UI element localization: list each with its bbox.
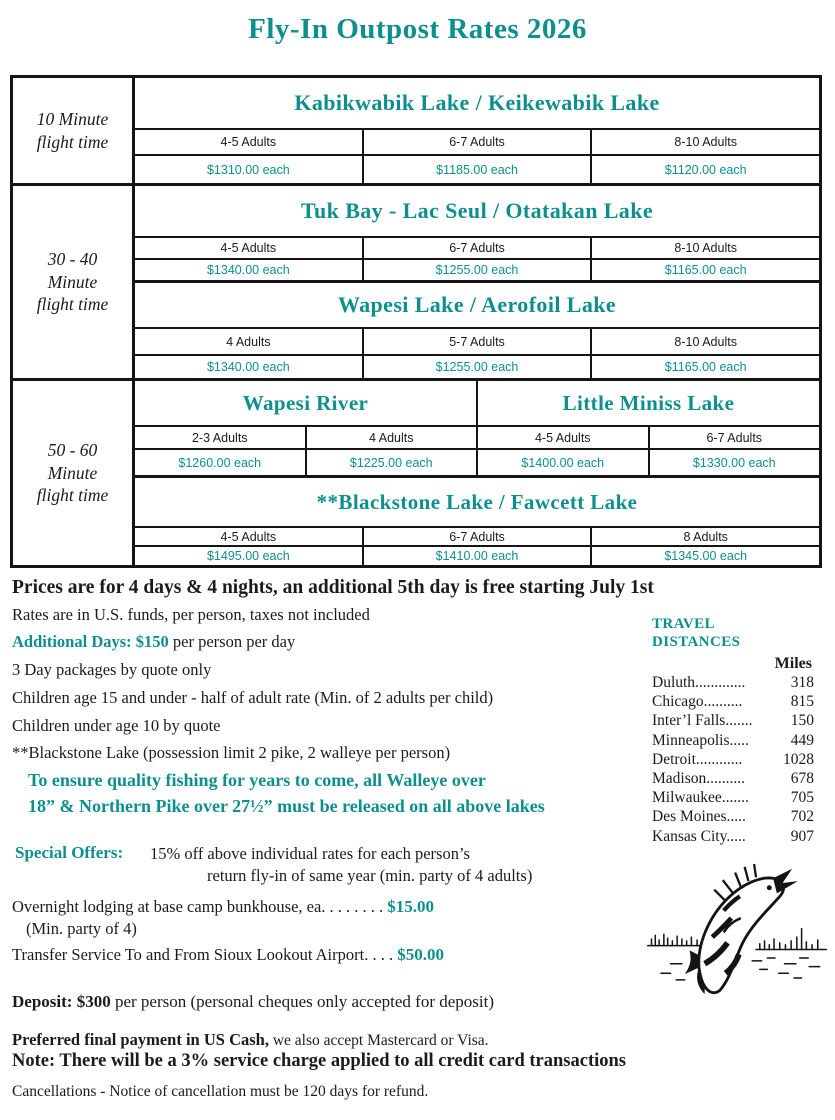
city-name: Chicago..........	[652, 693, 743, 711]
additional-days-rest: per person per day	[168, 632, 296, 651]
note-3day-packages: 3 Day packages by quote only	[12, 660, 212, 679]
miles-value: 678	[790, 770, 814, 788]
party-header-cell: 4-5 Adults	[220, 529, 277, 544]
lake-title: **Blackstone Lake / Fawcett Lake	[316, 489, 638, 514]
rate-cell: $1345.00 each	[590, 547, 819, 565]
page-title: Fly-In Outpost Rates 2026	[248, 13, 587, 45]
rate-cell: $1255.00 each	[362, 356, 591, 378]
city-name: Minneapolis.....	[652, 731, 749, 749]
special-offers-label: Special Offers:	[15, 843, 124, 862]
miles-value: 449	[790, 731, 814, 749]
lake-title: Wapesi Lake / Aerofoil Lake	[337, 292, 617, 317]
miles-value: 150	[790, 712, 814, 730]
rate-cell: $1255.00 each	[362, 260, 591, 280]
rate-row	[478, 448, 819, 475]
rate-row	[135, 545, 819, 565]
subtable-kabikwabik	[135, 78, 819, 183]
party-header-cell: 8-10 Adults	[590, 329, 819, 354]
city-name: Detroit............	[652, 750, 743, 768]
travel-title-line: TRAVEL	[652, 616, 715, 632]
party-header-cell: 4 Adults	[226, 334, 271, 349]
miles-value: 702	[790, 808, 814, 826]
party-header-cell: 8 Adults	[590, 528, 819, 545]
note-children-15: Children age 15 and under - half of adult rate (Min. of 2 adults per child)	[12, 688, 494, 707]
subtable-little-miniss	[476, 381, 819, 475]
rate-cell: $1185.00 each	[362, 156, 591, 183]
party-header-cell: 4-5 Adults	[534, 430, 591, 445]
city-name: Duluth.............	[652, 674, 746, 691]
distance-row	[652, 692, 814, 711]
rate-row	[135, 154, 819, 183]
flight-time-line: 30 - 40	[47, 249, 98, 270]
lake-title: Kabikwabik Lake / Keikewabik Lake	[294, 90, 660, 115]
special-offers-line: 15% off above individual rates for each person’s	[150, 844, 470, 863]
rate-cell: $1340.00 each	[206, 360, 290, 374]
lake-title: Tuk Bay - Lac Seul / Otatakan Lake	[300, 198, 654, 223]
subtable-tuk-bay	[135, 186, 819, 280]
cancellation-note: Cancellations - Notice of cancellation must be 120 days for refund.	[12, 1083, 429, 1100]
travel-title-line: DISTANCES	[652, 634, 741, 650]
subtable-wapesi-lake	[135, 280, 819, 378]
distance-row	[652, 827, 814, 846]
city-name: Des Moines.....	[652, 808, 746, 826]
conservation-line: 18” & Northern Pike over 27½” must be released on all above lakes	[28, 796, 545, 816]
distance-row	[652, 673, 814, 692]
rate-cell: $1330.00 each	[648, 450, 820, 475]
miles-value: 705	[790, 789, 814, 807]
rate-cell: $1400.00 each	[521, 455, 605, 470]
transfer-text: Transfer Service To and From Sioux Lookout Airport. . . .	[12, 945, 398, 964]
lake-title: Little Miniss Lake	[562, 390, 735, 415]
transfer-line	[12, 945, 444, 965]
rate-row	[135, 448, 476, 475]
distance-row	[652, 711, 814, 730]
miles-value: 815	[790, 693, 814, 711]
party-header-cell: 4 Adults	[305, 427, 477, 448]
payment-bold: Preferred final payment in US Cash,	[12, 1030, 269, 1049]
miles-value: 1028	[783, 750, 814, 768]
transfer-price: $50.00	[397, 945, 444, 964]
miles-value: 907	[790, 827, 814, 845]
flight-time-line: flight time	[36, 131, 109, 152]
party-header-cell: 6-7 Adults	[362, 130, 591, 154]
party-header-cell: 4-5 Adults	[220, 135, 277, 149]
special-offers-line: return fly-in of same year (min. party of 4 adults)	[207, 866, 533, 885]
city-name: Madison..........	[652, 770, 745, 788]
flight-time-label	[13, 78, 135, 183]
note-children-10: Children under age 10 by quote	[12, 716, 221, 735]
party-header-cell: 6-7 Adults	[648, 427, 820, 448]
deposit-label: Deposit: $300	[12, 992, 111, 1011]
deposit-rest: per person (personal cheques only accepted for deposit)	[110, 992, 494, 1011]
lodging-min-party: (Min. party of 4)	[26, 919, 137, 938]
distance-row	[652, 788, 814, 807]
party-header-cell: 8-10 Adults	[590, 238, 819, 258]
lake-title: Wapesi River	[242, 390, 369, 415]
table-section-50-60min	[13, 378, 819, 565]
rate-cell: $1310.00 each	[206, 162, 290, 177]
party-header-row	[135, 526, 819, 545]
party-header-row	[135, 425, 476, 448]
distance-row	[652, 769, 814, 788]
flight-time-line: flight time	[36, 294, 109, 315]
rate-row	[135, 258, 819, 280]
note-blackstone-limit: **Blackstone Lake (possession limit 2 pike, 2 walleye per person)	[12, 743, 451, 762]
distance-row	[652, 750, 814, 769]
note-additional-days	[12, 632, 295, 652]
travel-distances	[652, 615, 814, 846]
conservation-line: To ensure quality fishing for years to come, all Walleye over	[28, 770, 486, 790]
distance-row	[652, 731, 814, 750]
party-header-cell: 6-7 Adults	[362, 238, 591, 258]
miles-value: 318	[790, 674, 814, 691]
rate-cell: $1165.00 each	[590, 260, 819, 280]
conservation-note	[28, 767, 545, 819]
rate-cell: $1225.00 each	[305, 450, 477, 475]
flight-time-label	[13, 381, 135, 565]
rate-cell: $1410.00 each	[362, 547, 591, 565]
flight-time-line: Minute	[47, 462, 98, 483]
flight-time-line: flight time	[36, 485, 109, 506]
party-header-cell: 6-7 Adults	[362, 528, 591, 545]
split-subtables	[135, 381, 819, 475]
rate-cell: $1165.00 each	[590, 356, 819, 378]
party-header-cell: 8-10 Adults	[590, 130, 819, 154]
party-header-row	[135, 327, 819, 354]
deposit-line	[12, 992, 494, 1012]
additional-days-label: Additional Days: $150	[12, 632, 169, 651]
flight-time-line: Minute	[47, 271, 98, 292]
lodging-text: Overnight lodging at base camp bunkhouse, ea. . . . . . . .	[12, 897, 388, 916]
rate-table	[10, 75, 822, 568]
credit-card-note: Note: There will be a 3% service charge applied to all credit card transactions	[12, 1051, 627, 1071]
lodging-line	[12, 897, 434, 917]
flight-time-line: 50 - 60	[47, 440, 98, 461]
party-header-row	[135, 128, 819, 154]
rate-cell: $1120.00 each	[590, 156, 819, 183]
miles-header: Miles	[774, 655, 812, 672]
party-header-row	[478, 425, 819, 448]
party-header-cell: 4-5 Adults	[220, 241, 277, 255]
party-header-row	[135, 236, 819, 258]
party-header-cell: 2-3 Adults	[191, 430, 248, 445]
subtable-blackstone	[135, 475, 819, 565]
subtable-wapesi-river	[135, 381, 476, 475]
rate-cell: $1260.00 each	[178, 455, 262, 470]
city-name: Inter’l Falls.......	[652, 712, 753, 730]
travel-distances-title	[652, 615, 814, 651]
note-rates-funds: Rates are in U.S. funds, per person, taxes not included	[12, 605, 370, 624]
flight-time-line: 10 Minute	[36, 109, 109, 130]
flight-time-label	[13, 186, 135, 378]
notes-headline: Prices are for 4 days & 4 nights, an additional 5th day is free starting July 1st	[12, 577, 654, 598]
city-name: Milwaukee.......	[652, 789, 749, 807]
payment-rest: we also accept Mastercard or Visa.	[268, 1032, 489, 1049]
city-name: Kansas City.....	[652, 827, 746, 845]
lodging-price: $15.00	[387, 897, 435, 916]
table-section-30-40min	[13, 183, 819, 378]
rate-cell: $1340.00 each	[206, 263, 290, 277]
jumping-fish-illustration	[642, 850, 832, 1010]
party-header-cell: 5-7 Adults	[362, 329, 591, 354]
distance-row	[652, 807, 814, 826]
rate-row	[135, 354, 819, 378]
payment-line	[12, 1030, 489, 1050]
rate-cell: $1495.00 each	[206, 549, 290, 563]
table-section-10min	[13, 78, 819, 183]
